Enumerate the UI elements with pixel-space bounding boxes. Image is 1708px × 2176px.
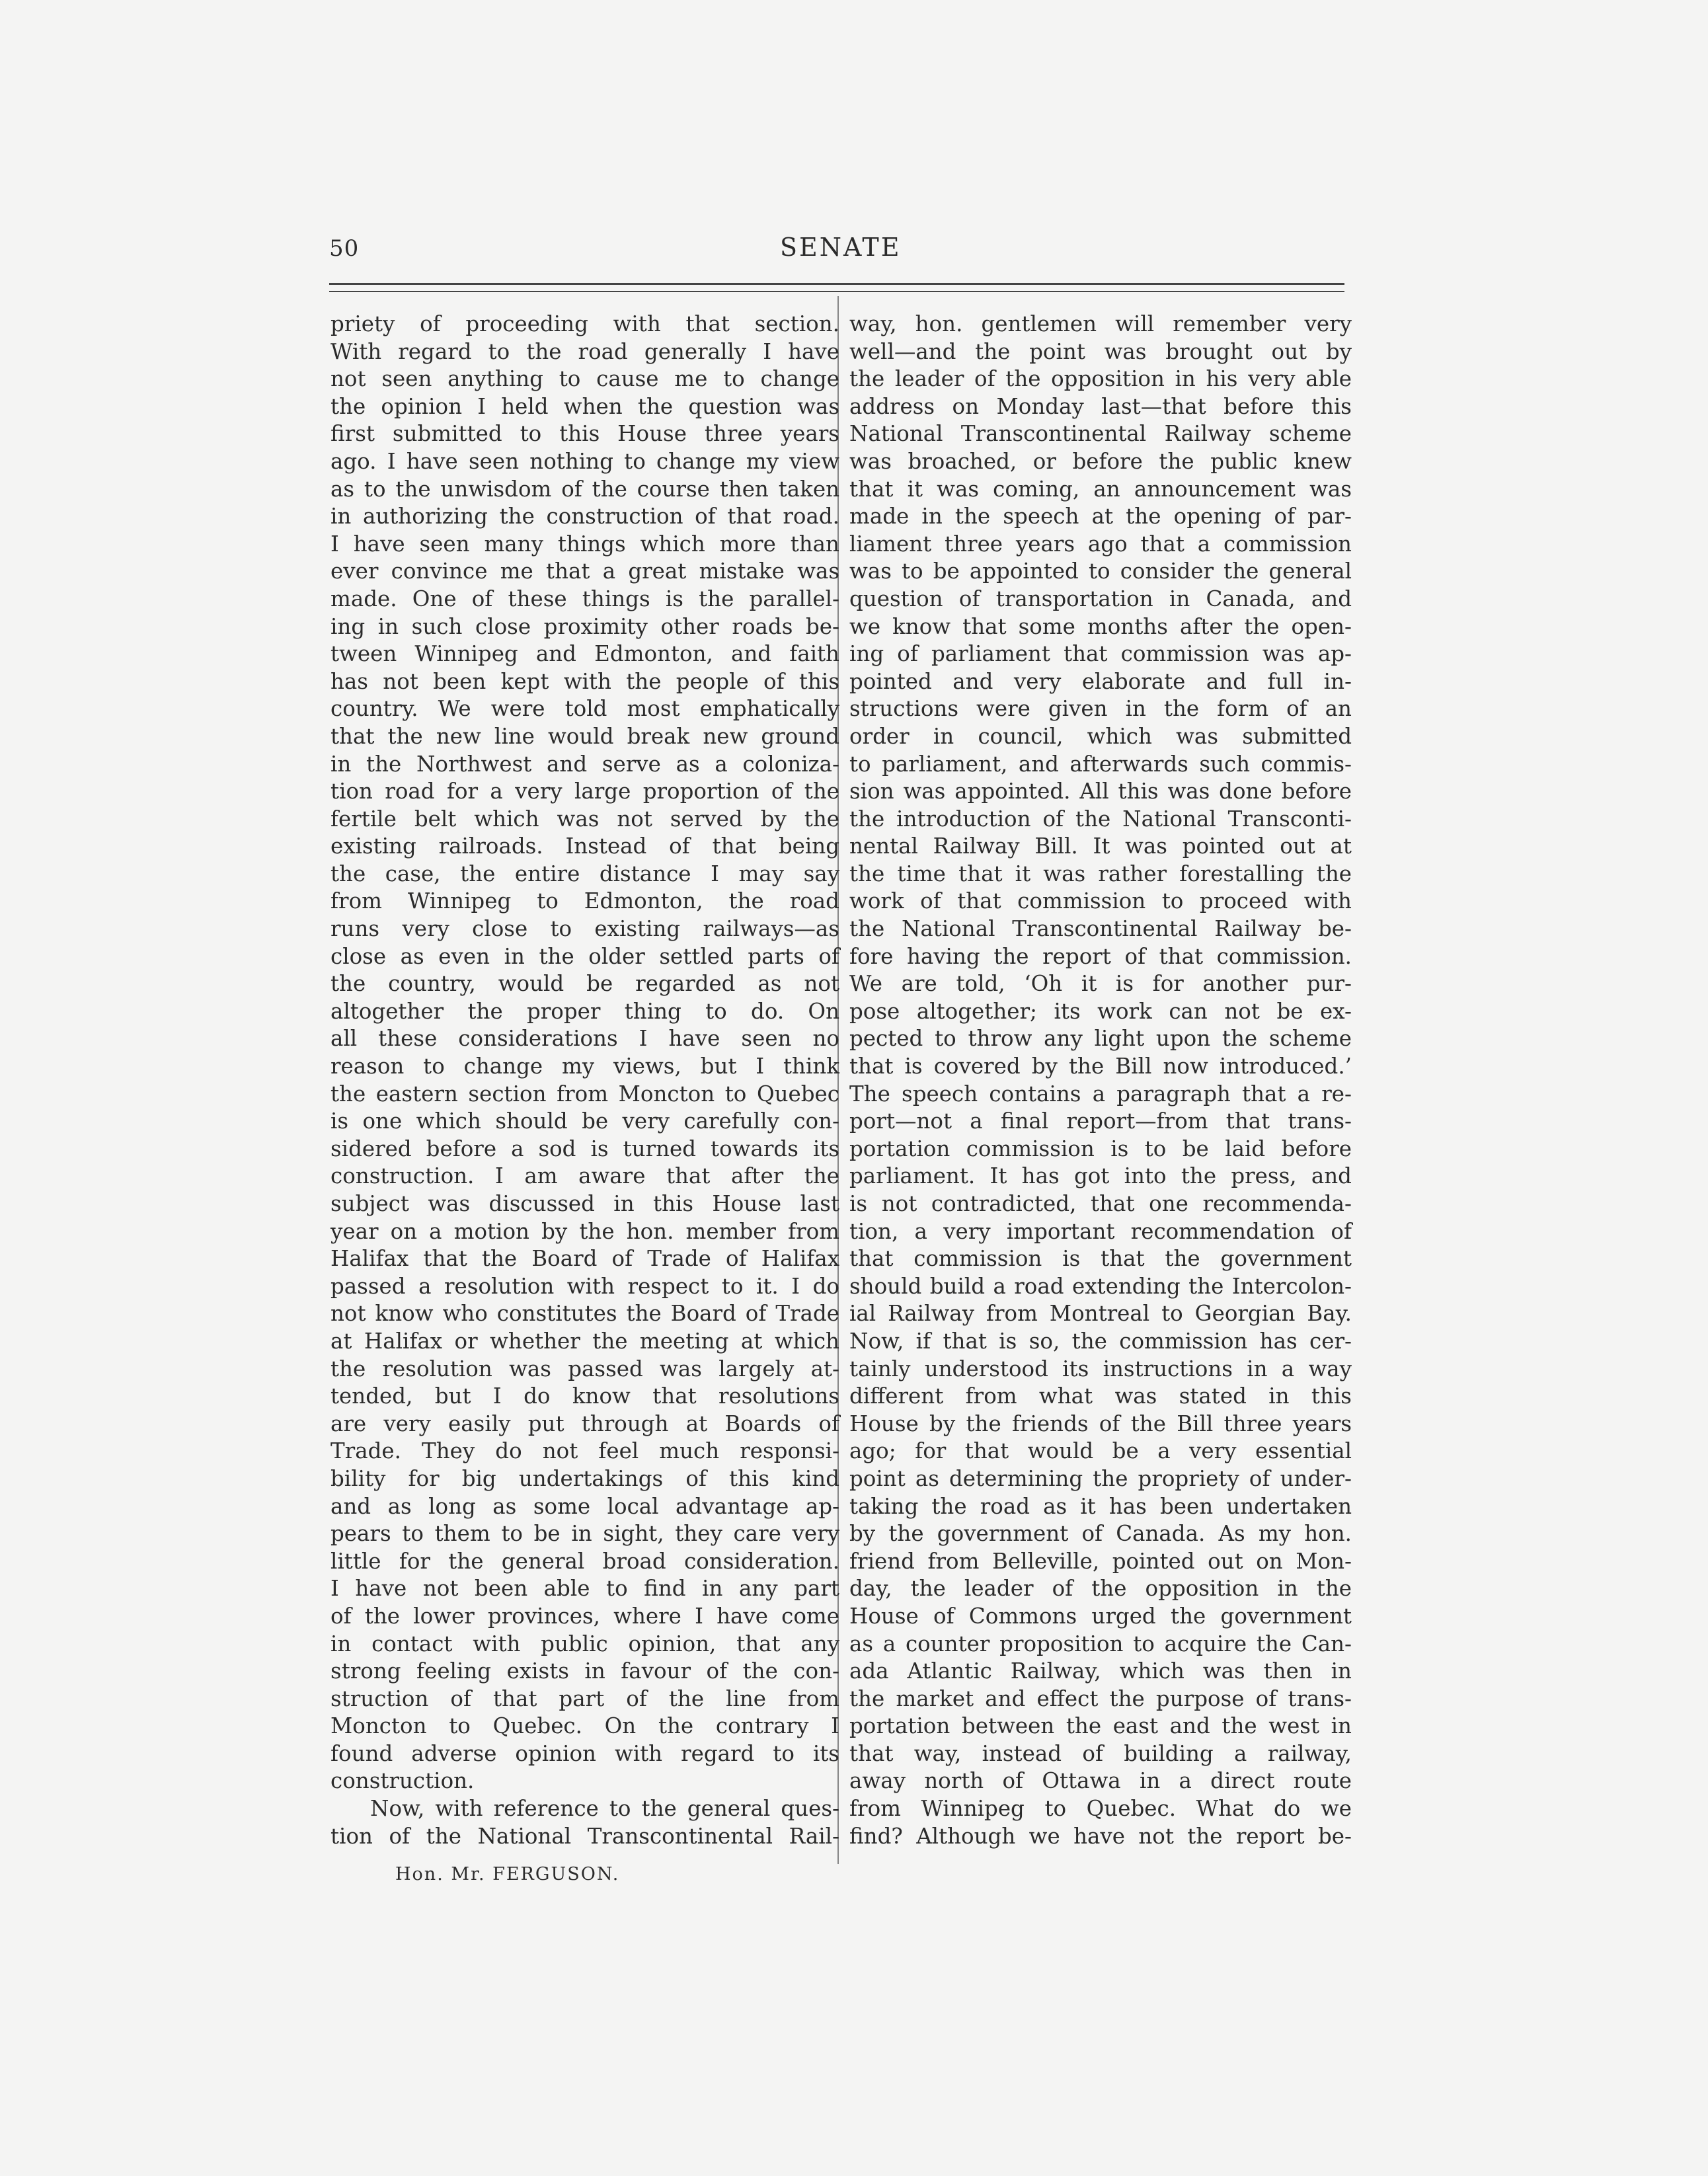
text-line: Moncton to Quebec. On the contrary I: [330, 1713, 839, 1739]
text-line: ada Atlantic Railway, which was then in: [849, 1658, 1352, 1684]
text-line: I have not been able to find in any part: [330, 1576, 839, 1602]
text-line: well—and the point was brought out by: [849, 338, 1352, 364]
text-line: pointed and very elaborate and full in-: [849, 668, 1352, 694]
text-line: strong feeling exists in favour of the con-: [330, 1658, 839, 1684]
text-line: to parliament, and afterwards such commis-: [849, 751, 1352, 777]
text-line: Now, with reference to the general ques-: [370, 1796, 839, 1822]
text-line: in authorizing the construction of that road.: [330, 504, 839, 529]
text-line: that way, instead of building a railway,: [849, 1740, 1352, 1766]
text-line: has not been kept with the people of this: [330, 668, 839, 694]
text-line: ing in such close proximity other roads be-: [330, 613, 839, 639]
page-number: 50: [329, 235, 360, 262]
text-line: construction.: [330, 1768, 475, 1794]
text-line: bility for big undertakings of this kind: [330, 1465, 839, 1491]
text-line: in the Northwest and serve as a coloniza-: [330, 751, 839, 777]
text-line: tion road for a very large proportion of the: [330, 779, 839, 804]
text-line: in contact with public opinion, that any: [330, 1631, 839, 1656]
text-line: construction. I am aware that after the: [330, 1163, 839, 1189]
text-line: all these considerations I have seen no: [330, 1026, 839, 1052]
text-line: subject was discussed in this House last: [330, 1191, 839, 1216]
text-line: port—not a final report—from that trans-: [849, 1108, 1352, 1134]
text-line: pears to them to be in sight, they care very: [330, 1521, 839, 1547]
text-line: tended, but I do know that resolutions: [330, 1383, 839, 1409]
text-line: that commission is that the government: [849, 1246, 1352, 1272]
text-line: fore having the report of that commission.: [849, 943, 1352, 969]
left-column: [330, 311, 839, 1850]
text-line: from Winnipeg to Edmonton, the road: [330, 888, 839, 914]
text-line: ever convince me that a great mistake was: [330, 559, 839, 584]
text-line: portation between the east and the west in: [849, 1713, 1352, 1739]
text-line: pose altogether; its work can not be ex-: [849, 998, 1352, 1024]
text-line: was to be appointed to consider the general: [849, 559, 1352, 584]
text-line: as to the unwisdom of the course then taken: [330, 476, 839, 502]
speaker-footer: Hon. Mr. FERGUSON.: [395, 1864, 620, 1885]
text-line: find? Although we have not the report be-: [849, 1823, 1352, 1849]
text-line: was broached, or before the public knew: [849, 448, 1352, 474]
text-line: sidered before a sod is turned towards its: [330, 1136, 839, 1161]
text-line: day, the leader of the opposition in the: [849, 1576, 1352, 1602]
text-line: different from what was stated in this: [849, 1383, 1352, 1409]
text-line: the country, would be regarded as not: [330, 971, 839, 997]
text-line: reason to change my views, but I think: [330, 1054, 839, 1079]
text-line: the eastern section from Moncton to Quebec: [330, 1081, 839, 1107]
text-line: ago; for that would be a very essential: [849, 1438, 1352, 1464]
text-line: priety of proceeding with that section.: [330, 311, 839, 336]
text-line: little for the general broad consideration.: [330, 1548, 839, 1574]
text-line: made in the speech at the opening of par-: [849, 504, 1352, 529]
text-line: not seen anything to cause me to change: [330, 366, 839, 392]
text-line: We are told, ‘Oh it is for another pur-: [849, 971, 1352, 997]
text-line: made. One of these things is the parallel-: [330, 586, 839, 611]
text-line: the case, the entire distance I may say: [330, 861, 839, 886]
text-line: tion, a very important recommendation of: [849, 1218, 1352, 1244]
text-line: found adverse opinion with regard to its: [330, 1740, 839, 1766]
text-line: the National Transcontinental Railway be-: [849, 916, 1352, 942]
text-line: that it was coming, an announcement was: [849, 476, 1352, 502]
text-line: The speech contains a paragraph that a re-: [849, 1081, 1352, 1107]
text-line: order in council, which was submitted: [849, 723, 1352, 749]
text-line: Halifax that the Board of Trade of Halifax: [330, 1246, 839, 1272]
text-line: tainly understood its instructions in a way: [849, 1356, 1352, 1381]
header-rule-bottom: [329, 291, 1344, 292]
right-column: [849, 311, 1352, 1850]
text-line: address on Monday last—that before this: [849, 393, 1352, 419]
text-line: work of that commission to proceed with: [849, 888, 1352, 914]
text-line: structions were given in the form of an: [849, 696, 1352, 722]
text-line: portation commission is to be laid before: [849, 1136, 1352, 1161]
text-line: liament three years ago that a commission: [849, 531, 1352, 557]
text-line: that is covered by the Bill now introduced.’: [849, 1054, 1352, 1079]
text-line: fertile belt which was not served by the: [330, 806, 839, 832]
text-line: point as determining the propriety of under-: [849, 1465, 1352, 1491]
text-line: by the government of Canada. As my hon.: [849, 1521, 1352, 1547]
text-line: struction of that part of the line from: [330, 1686, 839, 1711]
text-line: the time that it was rather forestalling the: [849, 861, 1352, 886]
text-line: runs very close to existing railways—as: [330, 916, 839, 942]
text-line: first submitted to this House three years: [330, 421, 839, 447]
text-line: ing of parliament that commission was ap-: [849, 641, 1352, 667]
text-line: National Transcontinental Railway scheme: [849, 421, 1352, 447]
text-line: the leader of the opposition in his very able: [849, 366, 1352, 392]
header-rule-top: [329, 283, 1344, 285]
text-line: House of Commons urged the government: [849, 1603, 1352, 1629]
text-line: With regard to the road generally I have: [330, 338, 839, 364]
text-line: question of transportation in Canada, and: [849, 586, 1352, 611]
text-line: away north of Ottawa in a direct route: [849, 1768, 1352, 1794]
text-line: House by the friends of the Bill three years: [849, 1411, 1352, 1436]
text-line: and as long as some local advantage ap-: [330, 1493, 839, 1519]
text-line: the opinion I held when the question was: [330, 393, 839, 419]
text-line: friend from Belleville, pointed out on Mon-: [849, 1548, 1352, 1574]
text-line: are very easily put through at Boards of: [330, 1411, 839, 1436]
text-line: as a counter proposition to acquire the Can-: [849, 1631, 1352, 1656]
text-line: taking the road as it has been undertaken: [849, 1493, 1352, 1519]
text-line: year on a motion by the hon. member from: [330, 1218, 839, 1244]
text-line: should build a road extending the Intercolon-: [849, 1273, 1352, 1299]
text-line: I have seen many things which more than: [330, 531, 839, 557]
text-line: is not contradicted, that one recommenda-: [849, 1191, 1352, 1216]
text-line: pected to throw any light upon the scheme: [849, 1026, 1352, 1052]
text-line: we know that some months after the open-: [849, 613, 1352, 639]
text-line: country. We were told most emphatically: [330, 696, 839, 722]
text-line: that the new line would break new ground: [330, 723, 839, 749]
text-line: the market and effect the purpose of trans-: [849, 1686, 1352, 1711]
text-line: close as even in the older settled parts of: [330, 943, 839, 969]
text-line: parliament. It has got into the press, and: [849, 1163, 1352, 1189]
text-line: ial Railway from Montreal to Georgian Bay.: [849, 1301, 1352, 1327]
text-line: tween Winnipeg and Edmonton, and faith: [330, 641, 839, 667]
text-line: from Winnipeg to Quebec. What do we: [849, 1796, 1352, 1822]
text-line: sion was appointed. All this was done before: [849, 779, 1352, 804]
text-line: passed a resolution with respect to it. I do: [330, 1273, 839, 1299]
text-line: of the lower provinces, where I have come: [330, 1603, 839, 1629]
text-line: the introduction of the National Transconti-: [849, 806, 1352, 832]
text-line: existing railroads. Instead of that being: [330, 834, 839, 859]
text-line: tion of the National Transcontinental Rail-: [330, 1823, 839, 1849]
text-line: not know who constitutes the Board of Trade: [330, 1301, 839, 1327]
text-line: at Halifax or whether the meeting at which: [330, 1328, 839, 1354]
text-line: nental Railway Bill. It was pointed out at: [849, 834, 1352, 859]
running-head: SENATE: [780, 233, 902, 262]
text-line: altogether the proper thing to do. On: [330, 998, 839, 1024]
text-line: is one which should be very carefully con-: [330, 1108, 839, 1134]
text-line: way, hon. gentlemen will remember very: [849, 311, 1352, 336]
text-line: Now, if that is so, the commission has cer-: [849, 1328, 1352, 1354]
text-line: ago. I have seen nothing to change my view: [330, 448, 839, 474]
text-line: the resolution was passed was largely at-: [330, 1356, 839, 1381]
text-line: Trade. They do not feel much responsi-: [330, 1438, 839, 1464]
